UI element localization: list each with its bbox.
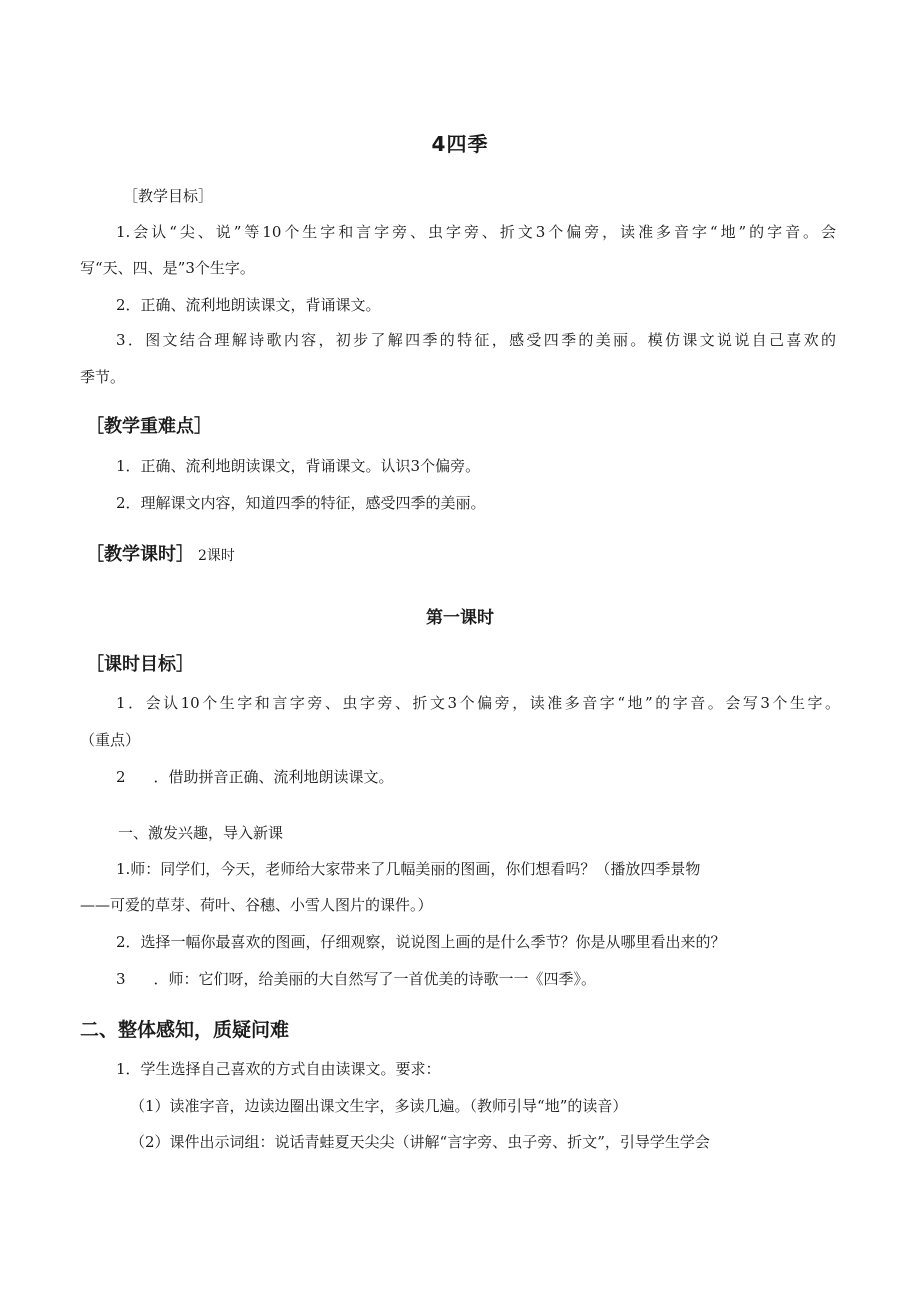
objective-1-line-2: 写“天、四、是”3个生字。 bbox=[80, 259, 255, 277]
section-1-heading: 一、激发兴趣，导入新课 bbox=[118, 824, 284, 842]
objective-3-line-1: 3．图文结合理解诗歌内容，初步了解四季的特征，感受四季的美丽。模仿课文说说自己喜欢的 bbox=[116, 331, 836, 349]
section-1-item-1-line-1: 1.师：同学们，今天，老师给大家带来了几幅美丽的图画，你们想看吗？（播放四季景物 bbox=[116, 860, 701, 878]
section-2-sub-1: （1）读准字音，边读边圈出课文生字，多读几遍。（教师引导“地”的读音） bbox=[130, 1097, 628, 1115]
class-hours-heading bbox=[86, 543, 235, 568]
section-1-item-2: 2．选择一幅你最喜欢的图画，仔细观察，说说图上画的是什么季节？你是从哪里看出来的？ bbox=[116, 933, 726, 951]
lesson-goal-1-line-2: （重点） bbox=[80, 731, 141, 749]
section-1-item-3 bbox=[116, 969, 596, 989]
section-1-item-3-number: 3 bbox=[116, 970, 126, 988]
lesson-title: 第一课时 bbox=[426, 608, 494, 628]
objective-2: 2．正确、流利地朗读课文，背诵课文。 bbox=[116, 296, 381, 314]
objective-3-line-2: 季节。 bbox=[80, 368, 126, 386]
lesson-goal-2-text: ．借助拼音正确、流利地朗读课文。 bbox=[153, 768, 394, 786]
section-1-item-1-line-2: ——可爱的草芽、荷叶、谷穗、小雪人图片的课件。） bbox=[80, 896, 433, 914]
class-hours-label: ［教学课时］ bbox=[86, 544, 194, 565]
lesson-goal-2 bbox=[116, 767, 394, 787]
lesson-goal-1-line-1: 1．会认10个生字和言字旁、虫字旁、折文3个偏旁，读准多音字“地”的字音。会写3个生字。 bbox=[116, 694, 840, 712]
key-point-1: 1．正确、流利地朗读课文，背诵课文。认识3个偏旁。 bbox=[116, 457, 481, 475]
section-2-sub-2: （2）课件出示词组：说话青蛙夏天尖尖（讲解“言字旁、虫子旁、折文”，引导学生学会 bbox=[130, 1133, 710, 1151]
class-hours-value: 2课时 bbox=[198, 548, 235, 564]
section-2-heading: 二、整体感知，质疑问难 bbox=[80, 1019, 290, 1041]
lesson-goal-2-number: 2 bbox=[116, 768, 126, 786]
section-2-item-1: 1．学生选择自己喜欢的方式自由读课文。要求： bbox=[116, 1060, 441, 1078]
section-1-item-3-text: ．师：它们呀，给美丽的大自然写了一首优美的诗歌一一《四季》。 bbox=[153, 970, 597, 988]
objectives-heading: ［教学目标］ bbox=[123, 187, 214, 205]
key-point-2: 2．理解课文内容，知道四季的特征，感受四季的美丽。 bbox=[116, 494, 486, 512]
objective-1-line-1: 1.会认“尖、说”等10个生字和言字旁、虫字旁、折文3个偏旁，读准多音字“地”的字音。会 bbox=[116, 223, 836, 241]
document-title: 4四季 bbox=[431, 132, 489, 156]
lesson-goal-heading: ［课时目标］ bbox=[86, 654, 194, 675]
key-points-heading: ［教学重难点］ bbox=[86, 416, 212, 437]
